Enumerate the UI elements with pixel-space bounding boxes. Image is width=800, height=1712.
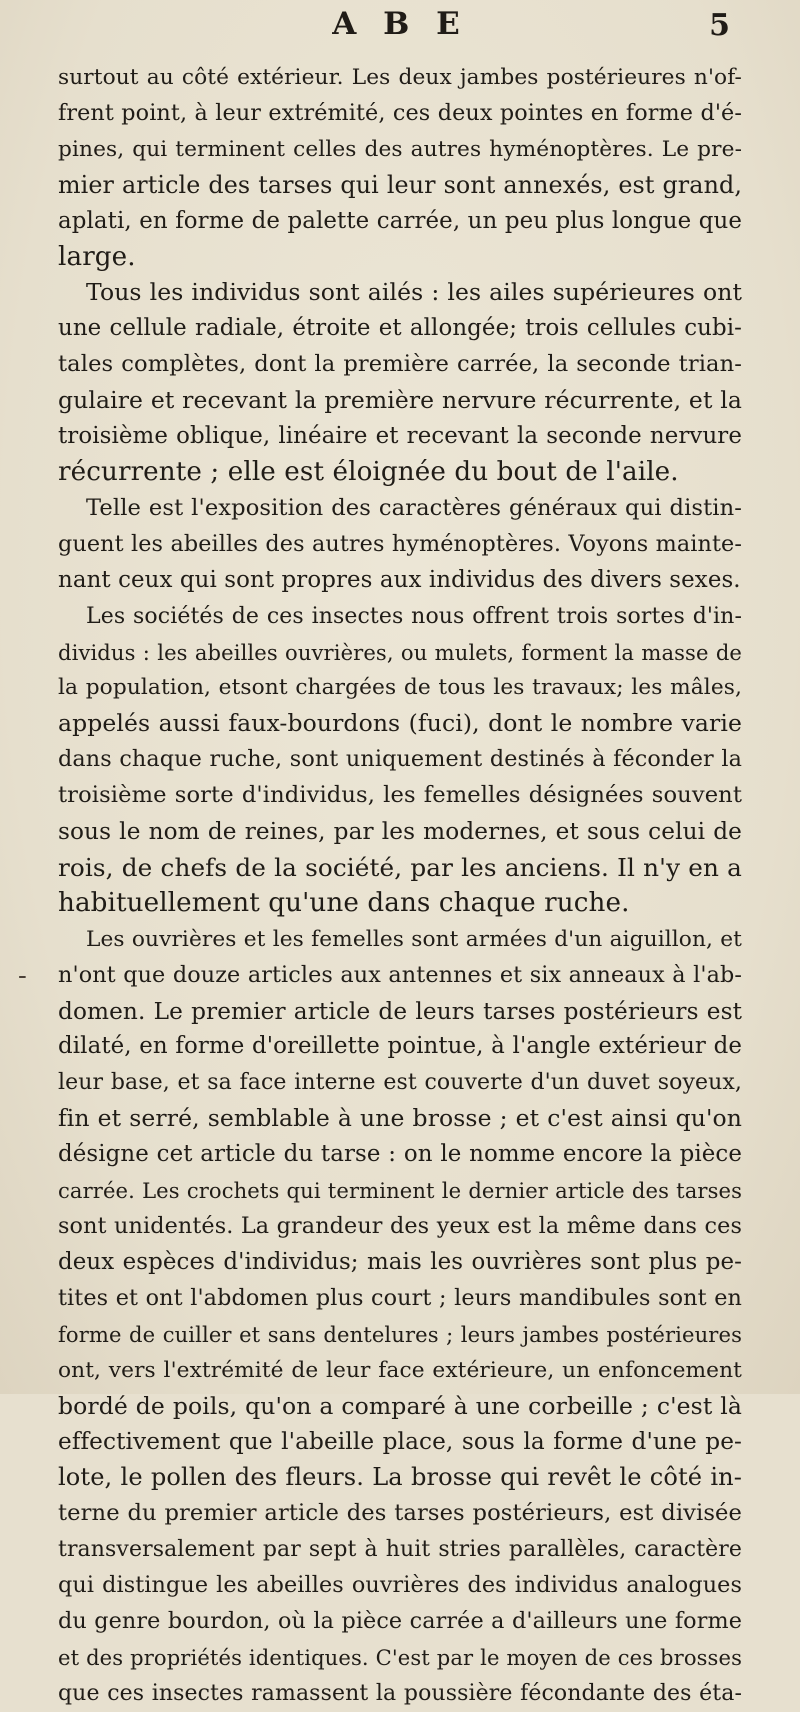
- text-line: dividus : les abeilles ouvrières, ou mulets, forment la masse de: [58, 639, 742, 665]
- text-line: terne du premier article des tarses postérieurs, est divisée: [58, 1500, 742, 1527]
- text-line: pines, qui terminent celles des autres hyménoptères. Le pre-: [58, 136, 742, 162]
- text-line: que ces insectes ramassent la poussière fécondante des éta-: [58, 1680, 742, 1706]
- text-line: effectivement que l'abeille place, sous la forme d'une pe-: [58, 1428, 742, 1456]
- text-line: sous le nom de reines, par les modernes, et sous celui de: [58, 818, 742, 846]
- text-line: fin et serré, semblable à une brosse ; et c'est ainsi qu'on: [58, 1104, 742, 1133]
- text-line: habituellement qu'une dans chaque ruche.: [58, 887, 630, 918]
- text-line: Les sociétés de ces insectes nous offrent trois sortes d'in-: [86, 603, 742, 629]
- text-line: et des propriétés identiques. C'est par le moyen de ces brosses: [58, 1644, 742, 1670]
- text-line: dilaté, en forme d'oreillette pointue, à l'angle extérieur de: [58, 1033, 742, 1060]
- text-line: bordé de poils, qu'on a comparé à une corbeille ; c'est là: [58, 1391, 742, 1420]
- text-line: Tous les individus sont ailés : les ailes supérieures ont: [86, 278, 742, 307]
- page-header: [58, 0, 742, 60]
- text-line: nant ceux qui sont propres aux individus des divers sexes.: [58, 566, 741, 593]
- text-line: leur base, et sa face interne est couverte d'un duvet soyeux,: [58, 1070, 742, 1096]
- text-line: rois, de chefs de la société, par les anciens. Il n'y en a: [58, 852, 742, 882]
- text-line: domen. Le premier article de leurs tarses postérieurs est: [58, 997, 742, 1025]
- running-title: A B E: [332, 6, 468, 42]
- text-line: large.: [58, 241, 136, 272]
- text-line: troisième oblique, linéaire et recevant la seconde nervure: [58, 423, 742, 450]
- text-line: désigne cet article du tarse : on le nomme encore la pièce: [58, 1141, 742, 1168]
- text-line: gulaire et recevant la première nervure récurrente, et la: [58, 386, 742, 415]
- text-line: mier article des tarses qui leur sont annexés, est grand,: [58, 170, 742, 199]
- text-line: sont unidentés. La grandeur des yeux est la même dans ces: [58, 1213, 742, 1239]
- text-line: carrée. Les crochets qui terminent le dernier article des tarses: [58, 1178, 742, 1204]
- margin-mark: -: [18, 961, 27, 991]
- text-line: qui distingue les abeilles ouvrières des individus analogues: [58, 1572, 742, 1599]
- text-line: aplati, en forme de palette carrée, un peu plus longue que: [58, 207, 742, 234]
- text-line: surtout au côté extérieur. Les deux jambes postérieures n'of-: [58, 65, 742, 90]
- page-number: 5: [709, 8, 730, 43]
- text-line: la population, etsont chargées de tous les travaux; les mâles,: [58, 675, 742, 701]
- text-line: deux espèces d'individus; mais les ouvrières sont plus pe-: [58, 1248, 742, 1275]
- text-line: troisième sorte d'individus, les femelles désignées souvent: [58, 782, 742, 809]
- text-line: tales complètes, dont la première carrée, la seconde trian-: [58, 351, 742, 378]
- text-line: tites et ont l'abdomen plus court ; leurs mandibules sont en: [58, 1284, 742, 1311]
- text-line: Les ouvrières et les femelles sont armées d'un aiguillon, et: [86, 926, 742, 952]
- text-line: guent les abeilles des autres hyménoptères. Voyons mainte-: [58, 530, 742, 557]
- text-line: une cellule radiale, étroite et allongée; trois cellules cubi-: [58, 315, 742, 342]
- text-line: lote, le pollen des fleurs. La brosse qui revêt le côté in-: [58, 1463, 742, 1492]
- text-line: appelés aussi faux-bourdons (fuci), dont le nombre varie: [58, 709, 742, 738]
- text-line: du genre bourdon, où la pièce carrée a d'ailleurs une forme: [58, 1607, 742, 1634]
- text-line: transversalement par sept à huit stries parallèles, caractère: [58, 1537, 742, 1563]
- text-line: Telle est l'exposition des caractères généraux qui distin-: [86, 494, 742, 521]
- text-line: frent point, à leur extrémité, ces deux pointes en forme d'é-: [58, 99, 742, 126]
- text-line: récurrente ; elle est éloignée du bout de l'aile.: [58, 456, 679, 487]
- text-line: dans chaque ruche, sont uniquement destinés à féconder la: [58, 746, 742, 773]
- text-line: forme de cuiller et sans dentelures ; leurs jambes postérieures: [58, 1321, 742, 1347]
- text-line: n'ont que douze articles aux antennes et six anneaux à l'ab-: [58, 961, 742, 988]
- body-text: [58, 60, 742, 1712]
- text-line: ont, vers l'extrémité de leur face extérieure, un enfoncement: [58, 1357, 742, 1383]
